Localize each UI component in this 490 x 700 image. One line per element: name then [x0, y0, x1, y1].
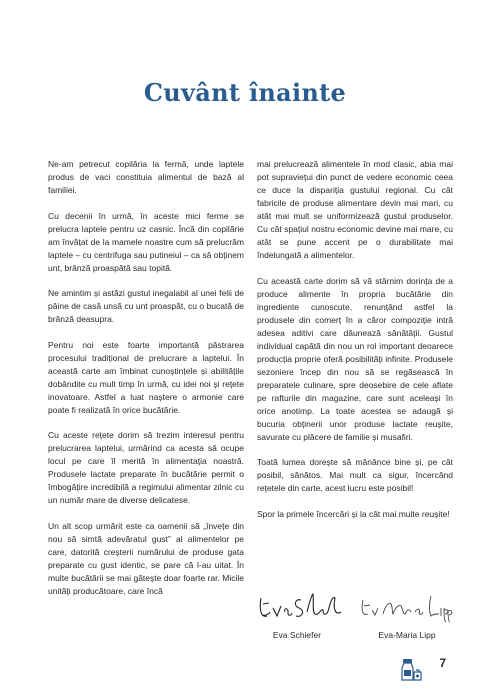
- paragraph: Cu aceste rețete dorim să trezim interesul pentru prelucrarea laptelui, urmărind ca acesta să ocupe locul pe care îl merită în alimentația noastră. Produsele lactate preparate în bucătărie permit o îmbogățire incredibilă a regimului alimentar zilnic cu un număr mare de diverse delicatese.: [48, 430, 244, 505]
- page-number: 7: [439, 656, 446, 670]
- paragraph: mai prelucrează alimentele în mod clasic, abia mai pot supraviețui din punct de vedere economic ceea ce duce la dispariția gustului regional. Cu cât fabricile de produse alimentare devin mai mari, cu atât mai mult se uniformizează gustul produselor. Cu cât spațiul nostru economic devine mai mare, cu atât se pune accent pe o durabilitate mai îndelungată a alimentelor.: [257, 159, 453, 260]
- paragraph: Ne amintim și astăzi gustul inegalabil al unei felii de pâine de casă unsă cu unt proaspăt, cu o bucată de brânză deasupra.: [48, 288, 244, 324]
- right-text-column: [257, 158, 453, 533]
- signature-eva-schiefer: [257, 590, 343, 624]
- paragraph: Ne-am petrecut copilăria la fermă, unde laptele produs de vaci constituia alimentul de bază al familiei.: [48, 159, 244, 195]
- paragraph: Cu decenii în urmă, în aceste mici ferme se prelucra laptele pentru uz casnic. Încă din copilărie am învățat de la mamele noastre cum să prelucrăm laptele – cu centrifuga sau putineiul – ca să obținem unt, brânză proaspătă sau topită.: [48, 210, 244, 273]
- paragraph: Cu această carte dorim să vă stârnim dorința de a produce alimente în propria bucătărie din ingrediente cunoscute, renunțând astfel la produsele din comerț în a căror compoziție intră adesea aditivi care dăunează sănătății. Gustul individual capătă din nou un rol important deoarece producția proprie oferă posibilități infinite. Produsele sezoniere încep din nou să se regăsească în preparatele culinare, spre deosebire de cele aflate pe rafturile din magazine, care sunt aceleași în orice anotimp. La toate acestea se adaugă și bucuria obținerii unor produse lactate reușite, savurate cu plăcere de familie și musafiri.: [257, 275, 453, 442]
- paragraph: Pentru noi este foarte importantă păstrarea procesului tradițional de prelucrare a laptelui. În această carte am îmbinat cunoștințele și abilitățile dobândite cu mult timp în urmă, cu idei noi și rețete inovatoare. Astfel a luat naștere o armonie care poate fi realizată în orice bucătărie.: [48, 339, 244, 415]
- author-name: Eva Schiefer: [272, 630, 322, 640]
- left-text-column: [48, 158, 244, 610]
- page-title: Cuvânt înainte: [143, 78, 347, 108]
- milk-churn-icon: [401, 658, 423, 682]
- signature-block: [257, 590, 453, 652]
- author-name: Eva-Maria Lipp: [378, 630, 436, 640]
- paragraph: Un alt scop urmărit este ca oamenii să „învețe din nou să simtă adevăratul gust” al alimentelor pe care, datorită creșterii numărului de produse gata preparate cu gust identic, se pare că l-au uitat. În multe bucătării se mai gătește doar foarte rar. Micile unități producătoare, care încă: [48, 520, 244, 596]
- signature-eva-maria-lipp: [359, 590, 455, 624]
- paragraph: Toată lumea dorește să mănânce bine și, pe cât posibil, sănătos. Mai mult ca sigur, încercând rețetele din carte, acest lucru este posibil!: [257, 457, 453, 493]
- closing-paragraph: Spor la primele încercări și la cât mai multe reușite!: [257, 508, 450, 519]
